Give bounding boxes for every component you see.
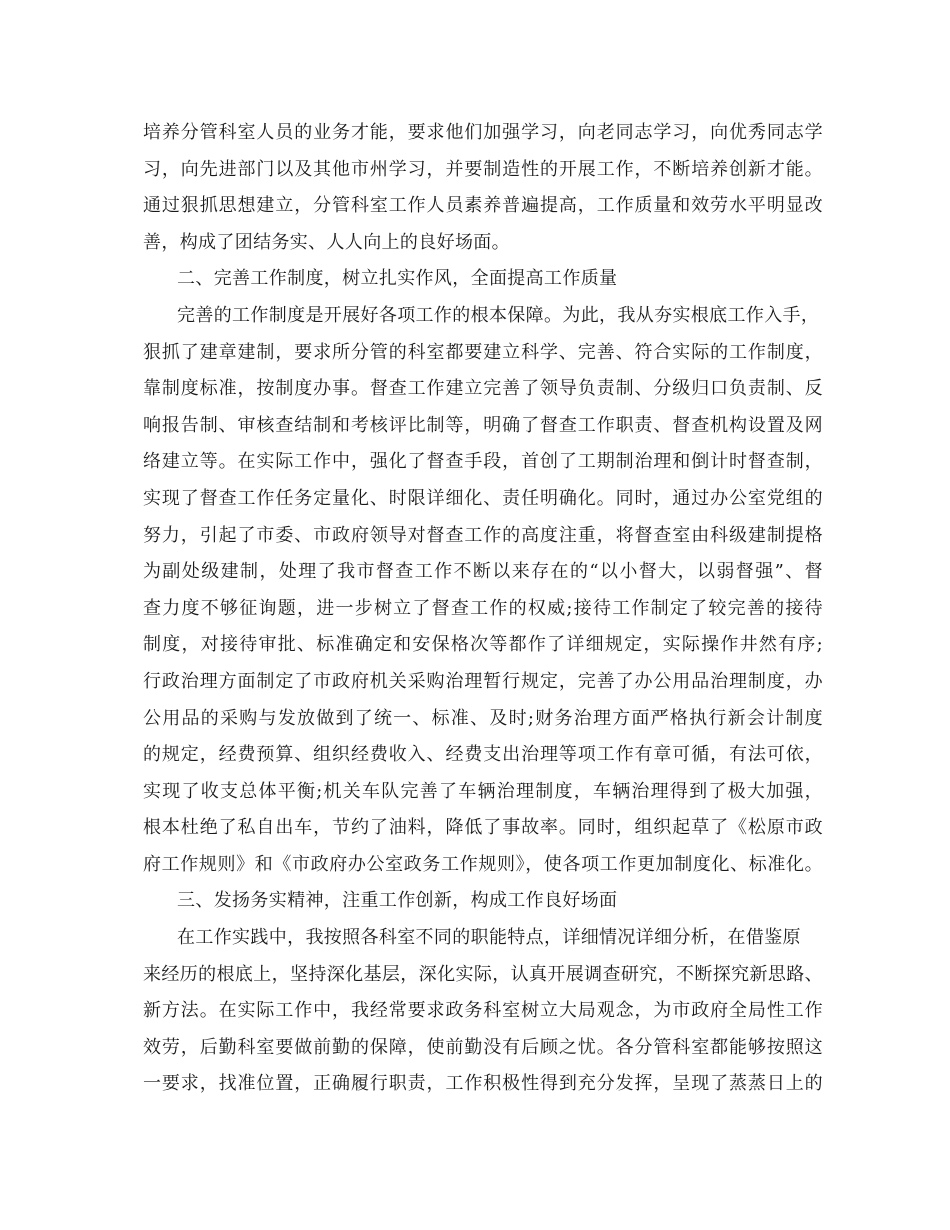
text-line: 实现了收支总体平衡;机关车队完善了车辆治理制度，车辆治理得到了极大加强， — [143, 780, 823, 802]
text-line: 行政治理方面制定了市政府机关采购治理暂行规定，完善了办公用品治理制度，办 — [143, 670, 823, 692]
text-line: 通过狠抓思想建立，分管科室工作人员素养普遍提高，工作质量和效劳水平明显改 — [143, 195, 823, 217]
text-line: 二、完善工作制度，树立扎实作风，全面提高工作质量 — [177, 268, 618, 290]
text-line: 公用品的采购与发放做到了统一、标准、及时;财务治理方面严格执行新会计制度 — [143, 707, 823, 729]
text-line: 制度，对接待审批、标准确定和安保格次等都作了详细规定，实际操作井然有序; — [143, 634, 823, 656]
text-line: 三、发扬务实精神，注重工作创新，构成工作良好场面 — [177, 890, 618, 912]
text-line: 查力度不够征询题，进一步树立了督查工作的权威;接待工作制定了较完善的接待 — [143, 597, 823, 619]
text-line: 响报告制、审核查结制和考核评比制等，明确了督查工作职责、督查机构设置及网 — [143, 414, 823, 436]
text-line: 完善的工作制度是开展好各项工作的根本保障。为此，我从夯实根底工作入手， — [177, 304, 820, 326]
text-line: 为副处级建制，处理了我市督查工作不断以来存在的“以小督大，以弱督强”、督 — [143, 561, 823, 583]
text-line: 新方法。在实际工作中，我经常要求政务科室树立大局观念，为市政府全局性工作 — [143, 1000, 823, 1022]
document-body — [143, 115, 823, 1103]
text-line: 善，构成了团结务实、人人向上的良好场面。 — [143, 231, 510, 253]
text-line: 培养分管科室人员的业务才能，要求他们加强学习，向老同志学习，向优秀同志学 — [143, 122, 823, 143]
text-line: 一要求，找准位置，正确履行职责，工作积极性得到充分发挥，呈现了蒸蒸日上的 — [143, 1073, 823, 1095]
text-line: 络建立等。在实际工作中，强化了督查手段，首创了工期制治理和倒计时督查制， — [143, 451, 823, 473]
text-line: 狠抓了建章建制，要求所分管的科室都要建立科学、完善、符合实际的工作制度， — [143, 341, 823, 363]
text-line: 的规定，经费预算、组织经费收入、经费支出治理等项工作有章可循，有法可依， — [143, 744, 823, 766]
text-line: 努力，引起了市委、市政府领导对督查工作的高度注重，将督查室由科级建制提格 — [143, 524, 823, 546]
text-line: 习，向先进部门以及其他市州学习，并要制造性的开展工作，不断培养创新才能。 — [143, 158, 823, 180]
text-line: 来经历的根底上，坚持深化基层，深化实际，认真开展调查研究，不断探究新思路、 — [143, 963, 823, 985]
text-line: 实现了督查工作任务定量化、时限详细化、责任明确化。同时，通过办公室党组的 — [143, 487, 823, 509]
text-line: 效劳，后勤科室要做前勤的保障，使前勤没有后顾之忧。各分管科室都能够按照这 — [143, 1036, 823, 1058]
text-line: 在工作实践中，我按照各科室不同的职能特点，详细情况详细分析，在借鉴原 — [177, 927, 801, 949]
text-line: 靠制度标准，按制度办事。督查工作建立完善了领导负责制、分级归口负责制、反 — [143, 378, 823, 400]
text-line: 根本杜绝了私自出车，节约了油料，降低了事故率。同时，组织起草了《松原市政 — [143, 817, 823, 839]
text-line: 府工作规则》和《市政府办公室政务工作规则》，使各项工作更加制度化、标准化。 — [143, 853, 823, 875]
